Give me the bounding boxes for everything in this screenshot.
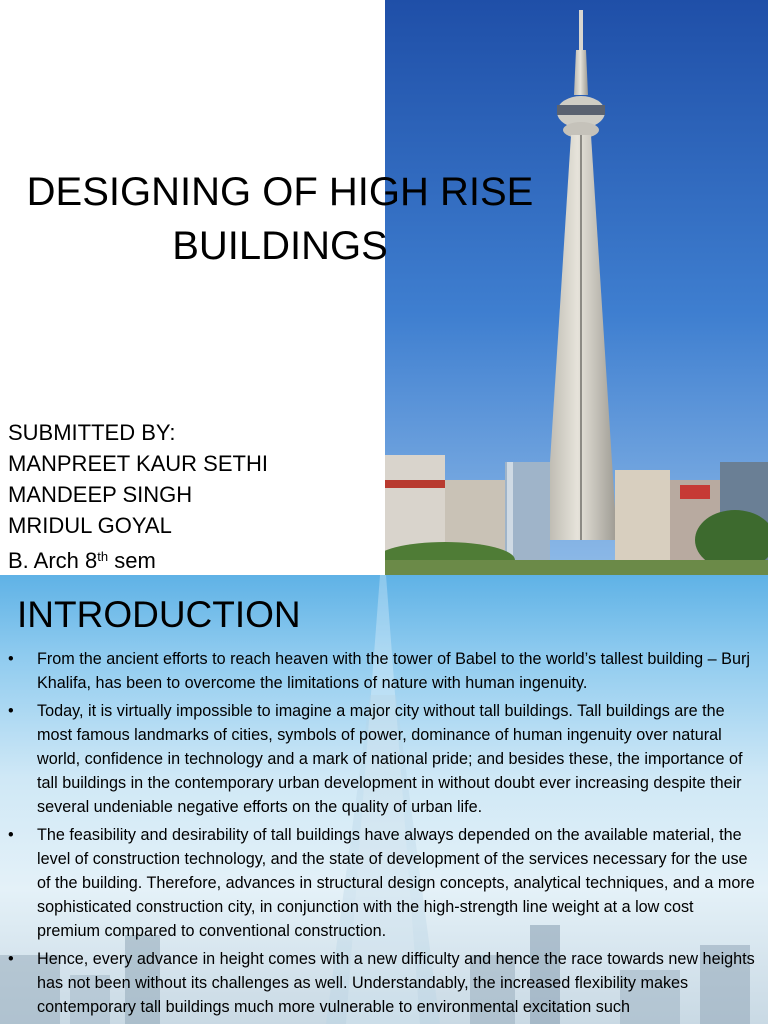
title-line-2: BUILDINGS <box>172 224 388 268</box>
member-name: MRIDUL GOYAL <box>8 513 172 538</box>
bullet-item <box>8 699 760 819</box>
member-name: MANPREET KAUR SETHI <box>8 451 268 476</box>
slide-title <box>0 165 560 273</box>
course-line <box>8 541 268 575</box>
course-suffix: sem <box>108 548 156 573</box>
cn-tower-photo <box>385 0 768 575</box>
bullet-text: From the ancient efforts to reach heaven with the tower of Babel to the world’s tallest building – Burj Khalifa, has been to overcome the limitations of nature with human ingenuity. <box>37 650 750 692</box>
bullet-text: Today, it is virtually impossible to imagine a major city without tall buildings. Tall buildings are the most famous landmarks of cities, symbols of power, dominance of human ingenuity over natural world, confidence in technology and a mark of national pride; and besides these, the importance of tall buildings in the contemporary urban development in without doubt ever increasing despite their several undeniable negative efforts on the quality of urban life. <box>37 702 743 816</box>
submitted-by-block <box>8 417 268 575</box>
section-heading: INTRODUCTION <box>17 594 301 635</box>
introduction-slide <box>0 575 768 1024</box>
title-line-1: DESIGNING OF HIGH RISE <box>26 170 534 214</box>
bullet-marker: • <box>8 826 14 844</box>
course-prefix: B. Arch 8 <box>8 548 98 573</box>
bullet-list <box>8 647 760 1023</box>
bullet-marker: • <box>8 950 14 968</box>
course-superscript: th <box>97 549 109 564</box>
bullet-text: Hence, every advance in height comes with a new difficulty and hence the race towards new heights has not been without its challenges as well. Understandably, the increased flexibility makes contemporary tall buildings much more vulnerable to environmental excitation such <box>37 950 755 1016</box>
bullet-text: The feasibility and desirability of tall buildings have always depended on the available material, the level of construction technology, and the state of development of the services necessary for the use of the building. Therefore, advances in structural design concepts, analytical techniques, and a more sophisticated construction city, in conjunction with the high-strength line weight at a low cost premium compared to conventional construction. <box>37 826 755 940</box>
bullet-item <box>8 647 760 695</box>
bullet-marker: • <box>8 650 14 668</box>
member-name: MANDEEP SINGH <box>8 482 193 507</box>
bullet-item <box>8 823 760 943</box>
bullet-item <box>8 947 760 1019</box>
bullet-marker: • <box>8 702 14 720</box>
submitted-label: SUBMITTED BY: <box>8 420 176 445</box>
